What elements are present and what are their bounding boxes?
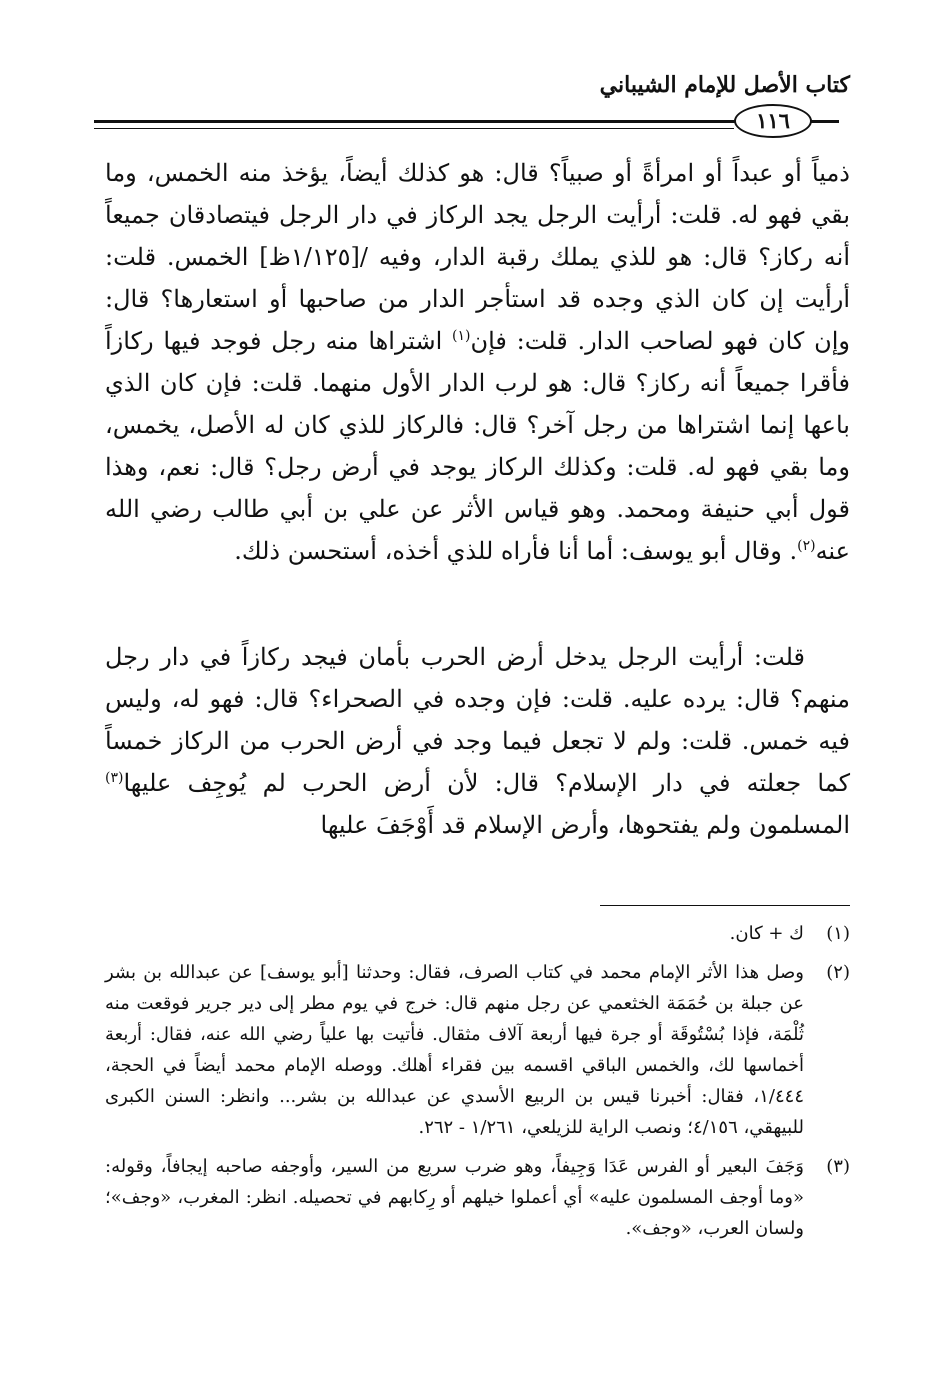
- footnote-text: وَجَفَ البعير أو الفرس عَدَا وَجِيفاً، وهو ضرب سريع من السير، وأوجفه صاحبه إيجافاً، وقوله: «وما أوجف المسلمون عليه» أي أعملوا خيلهم أو رِكابهم في تحصيله. انظر: المغرب، «وجف»؛ ولسان العرب، «وجف».: [105, 1156, 804, 1239]
- paragraph-1-part-3: . وقال أبو يوسف: أما أنا فأراه للذي أخذه، أستحسن ذلك.: [234, 537, 798, 565]
- paragraph-2-part-2: المسلمون ولم يفتحوها، وأرض الإسلام قد أَوْجَفَ عليها: [320, 811, 850, 839]
- paragraph-1-part-2: اشتراها منه رجل فوجد فيها ركازاً فأقرا جميعاً أنه ركاز؟ قال: هو لرب الدار الأول منهما. قلت: فإن كان الذي باعها إنما اشتراها من رجل آخر؟ قال: فالركاز للذي كان له الأصل، يخمس، وما بقي فهو له. قلت: وكذلك الركاز يوجد في أرض رجل؟ قال: نعم، وهذا قول أبي حنيفة ومحمد. وهو قياس الأثر عن علي بن أبي طالب رضي الله عنه: [105, 327, 850, 565]
- paragraph-2-part-1: قلت: أرأيت الرجل يدخل أرض الحرب بأمان فيجد ركازاً في دار رجل منهم؟ قال: يرده عليه. قلت: فإن وجده في الصحراء؟ قال: فهو له، وليس فيه خمس. قلت: ولم لا تجعل فيما وجد في أرض الحرب من الركاز خمساً كما جعلته في دار الإسلام؟ قال: لأن أرض الحرب لم يُوجِف عليها: [105, 643, 850, 797]
- footnote-separator: [600, 905, 850, 906]
- footnote-number: (٣): [826, 1156, 850, 1177]
- footnote-number: (١): [826, 923, 850, 944]
- footnote-1: [105, 918, 850, 949]
- paragraph-1: [105, 152, 850, 572]
- footnotes: [105, 918, 850, 1252]
- running-title: كتاب الأصل للإمام الشيباني: [599, 72, 850, 98]
- paragraph-2: [105, 636, 850, 846]
- footnote-3: [105, 1151, 850, 1244]
- footnote-marker-3: (٣): [105, 770, 124, 786]
- footnote-2: [105, 957, 850, 1143]
- footnote-marker-2: (٢): [797, 538, 816, 554]
- footnote-number: (٢): [826, 962, 850, 983]
- footnote-text: ك + كان.: [729, 923, 804, 944]
- footnote-marker-1: (١): [452, 328, 471, 344]
- page-number: ١١٦: [734, 104, 812, 138]
- header-rule: [94, 120, 839, 123]
- header-rule-thin: [94, 128, 734, 129]
- paragraph-1-part-1: ذمياً أو عبداً أو امرأةً أو صبياً؟ قال: هو كذلك أيضاً، يؤخذ منه الخمس، وما بقي فهو له. قلت: أرأيت الرجل يجد الركاز في دار الرجل فيتصادقان جميعاً أنه ركاز؟ قال: هو للذي يملك رقبة الدار، وفيه /[١/١٢٥ظ] الخمس. قلت: أرأيت إن كان الذي وجده قد استأجر الدار من صاحبها أو استعارها؟ قال: وإن كان فهو لصاحب الدار. قلت: فإن: [105, 159, 850, 355]
- main-text: [105, 152, 850, 846]
- footnote-text: وصل هذا الأثر الإمام محمد في كتاب الصرف، فقال: وحدثنا [أبو يوسف] عن عبدالله بن بشر عن جبلة بن حُمَمَة الخثعمي عن رجل منهم قال: خرج في يوم مطر إلى دير جرير فوقعت منه ثُلْمَة، فإذا بُسْتُوقَة أو جرة فيها أربعة آلاف مثقال. فأتيت بها علياً رضي الله عنه، فقال: أربعة أخماسها لك، والخمس الباقي اقسمه بين فقراء أهلك. ووصله الإمام محمد أيضاً في الحجة، ١/٤٤٤، فقال: أخبرنا قيس بن الربيع الأسدي عن عبدالله بن بشر... وانظر: السنن الكبرى للبيهقي، ٤/١٥٦؛ ونصب الراية للزيلعي، ١/٢٦١ - ٢٦٢.: [105, 962, 804, 1138]
